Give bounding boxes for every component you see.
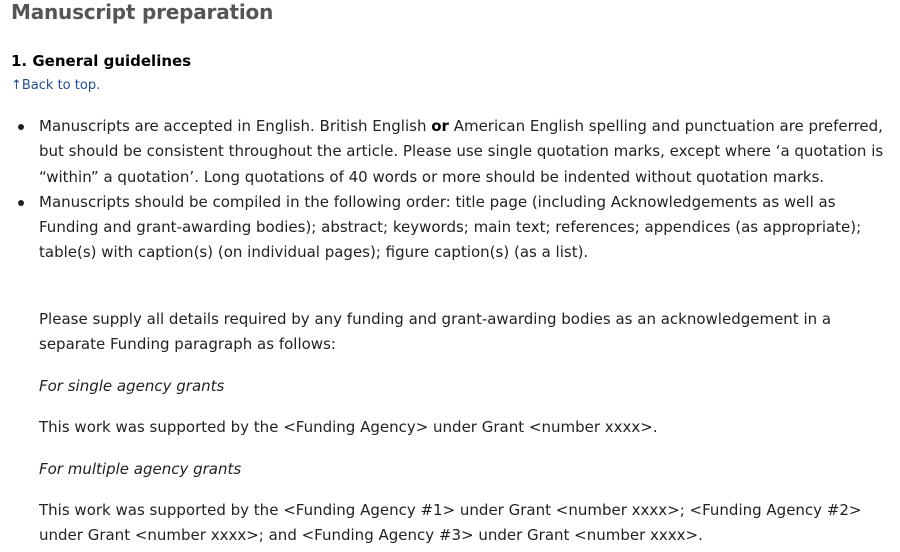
list-item-text-start: Manuscripts are accepted in English. British English <box>39 117 432 135</box>
section-heading: 1. General guidelines <box>11 52 192 70</box>
single-grant-heading: For single agency grants <box>39 377 225 395</box>
single-grant-example: This work was supported by the <Funding Agency> under Grant <number xxxx>. <box>39 418 658 436</box>
list-item <box>39 190 889 266</box>
page-title: Manuscript preparation <box>11 0 274 24</box>
list-item-bold-word: or <box>431 117 449 135</box>
multiple-grant-example: This work was supported by the <Funding Agency #1> under Grant <number xxxx>; <Funding Agency #2> under Grant <number xxxx>; and <Funding Agency #3> under Grant <number xxxx>. <box>39 501 862 545</box>
back-to-top-link[interactable]: ↑Back to top. <box>11 78 101 93</box>
bullet-icon <box>18 124 24 130</box>
multiple-grant-heading: For multiple agency grants <box>39 460 242 478</box>
bullet-icon <box>18 200 24 206</box>
guidelines-list <box>0 114 900 266</box>
funding-intro-paragraph: Please supply all details required by any funding and grant-awarding bodies as an acknowledgement in a separate Funding paragraph as follows: <box>39 310 832 354</box>
guidelines-content <box>0 114 900 266</box>
list-item <box>39 114 889 190</box>
list-item-text-end: American English spelling and punctuation are preferred, but should be consistent throughout the article. Please use single quotation marks, except where ‘a quotation is “within” a quotation’. Long quotations of 40 words or more should be indented without quotation marks. <box>39 117 884 186</box>
list-item-text: Manuscripts should be compiled in the following order: title page (including Acknowledgements as well as Funding and grant-awarding bodies); abstract; keywords; main text; references; appendices (as appropriate); table(s) with caption(s) (on individual pages); figure caption(s) (as a list). <box>39 192 862 262</box>
